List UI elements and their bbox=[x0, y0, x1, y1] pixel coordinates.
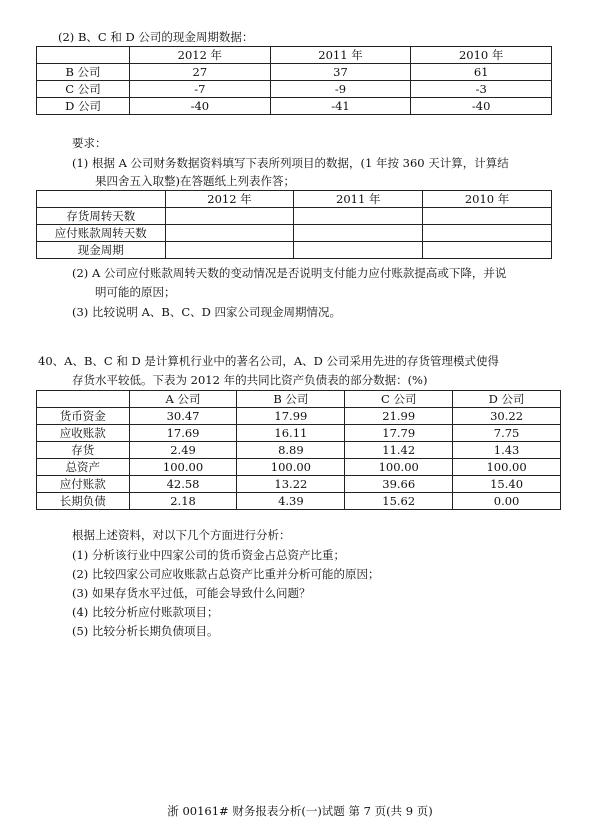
analysis-intro: 根据上述资料，对以下几个方面进行分析： bbox=[72, 528, 291, 542]
header-cell bbox=[37, 191, 166, 208]
table-row bbox=[37, 476, 561, 493]
table-cell: -7 bbox=[130, 81, 271, 98]
table-cell: -40 bbox=[130, 98, 271, 115]
requirement-2-line-2: 明可能的原因； bbox=[95, 285, 176, 299]
table-row bbox=[37, 81, 552, 98]
table-row bbox=[37, 408, 561, 425]
table-cell: 4.39 bbox=[237, 493, 345, 510]
analysis-item-3: (3) 如果存货水平过低，可能会导致什么问题？ bbox=[72, 586, 311, 600]
header-cell: 2010 年 bbox=[423, 191, 552, 208]
table-cell: -9 bbox=[270, 81, 411, 98]
cash-cycle-table bbox=[36, 46, 552, 115]
table-cell: 100.00 bbox=[345, 459, 453, 476]
row-label: 应付账款周转天数 bbox=[37, 225, 166, 242]
table-cell: 16.11 bbox=[237, 425, 345, 442]
section2-title: (2) B、C 和 D 公司的现金周期数据： bbox=[58, 30, 254, 44]
requirement-2-line-1: (2) A 公司应付账款周转天数的变动情况是否说明支付能力应付账款提高或下降，并说 bbox=[72, 266, 507, 280]
answer-cell bbox=[165, 208, 294, 225]
table-cell: 17.79 bbox=[345, 425, 453, 442]
header-cell: 2011 年 bbox=[294, 191, 423, 208]
requirement-3: (3) 比较说明 A、B、C、D 四家公司现金周期情况。 bbox=[72, 305, 342, 319]
table-cell: 11.42 bbox=[345, 442, 453, 459]
table-row bbox=[37, 208, 552, 225]
table-row bbox=[37, 64, 552, 81]
table-cell: -41 bbox=[270, 98, 411, 115]
table-row bbox=[37, 459, 561, 476]
table-cell: 42.58 bbox=[129, 476, 237, 493]
table-row bbox=[37, 391, 561, 408]
table-row bbox=[37, 242, 552, 259]
row-label: 应付账款 bbox=[37, 476, 130, 493]
question-40-line-2: 存货水平较低。下表为 2012 年的共同比资产负债表的部分数据：(%) bbox=[72, 373, 428, 387]
analysis-item-5: (5) 比较分析长期负债项目。 bbox=[72, 624, 219, 638]
analysis-item-4: (4) 比较分析应付账款项目； bbox=[72, 605, 219, 619]
row-label: 总资产 bbox=[37, 459, 130, 476]
table-cell: 15.62 bbox=[345, 493, 453, 510]
table-cell: 2.18 bbox=[129, 493, 237, 510]
balance-sheet-table bbox=[36, 390, 561, 510]
answer-cell bbox=[423, 242, 552, 259]
header-cell: 2010 年 bbox=[411, 47, 552, 64]
table-row bbox=[37, 225, 552, 242]
table-row bbox=[37, 47, 552, 64]
analysis-item-1: (1) 分析该行业中四家公司的货币资金占总资产比重； bbox=[72, 548, 345, 562]
answer-cell bbox=[423, 208, 552, 225]
table-cell: 37 bbox=[270, 64, 411, 81]
table-cell: 2.49 bbox=[129, 442, 237, 459]
answer-cell bbox=[165, 225, 294, 242]
table-cell: 17.69 bbox=[129, 425, 237, 442]
header-cell bbox=[37, 391, 130, 408]
row-label: D 公司 bbox=[37, 98, 130, 115]
table-row bbox=[37, 98, 552, 115]
table-cell: 7.75 bbox=[453, 425, 561, 442]
table-row bbox=[37, 442, 561, 459]
table-cell: 39.66 bbox=[345, 476, 453, 493]
table-cell: 30.47 bbox=[129, 408, 237, 425]
header-cell: 2011 年 bbox=[270, 47, 411, 64]
table-cell: 100.00 bbox=[129, 459, 237, 476]
header-cell: 2012 年 bbox=[130, 47, 271, 64]
table-cell: 15.40 bbox=[453, 476, 561, 493]
row-label: 长期负债 bbox=[37, 493, 130, 510]
answer-cell bbox=[294, 225, 423, 242]
row-label: B 公司 bbox=[37, 64, 130, 81]
header-cell: A 公司 bbox=[129, 391, 237, 408]
table-row bbox=[37, 425, 561, 442]
analysis-item-2: (2) 比较四家公司应收账款占总资产比重并分析可能的原因； bbox=[72, 567, 380, 581]
table-row bbox=[37, 493, 561, 510]
table-row bbox=[37, 191, 552, 208]
row-label: 货币资金 bbox=[37, 408, 130, 425]
table-cell: -40 bbox=[411, 98, 552, 115]
table-cell: 100.00 bbox=[453, 459, 561, 476]
requirement-1-line-2: 果四舍五入取整)在答题纸上列表作答； bbox=[95, 174, 295, 188]
requirements-title: 要求： bbox=[72, 136, 107, 150]
table-cell: 100.00 bbox=[237, 459, 345, 476]
answer-cell bbox=[165, 242, 294, 259]
table-cell: 30.22 bbox=[453, 408, 561, 425]
header-cell bbox=[37, 47, 130, 64]
answer-cell bbox=[294, 208, 423, 225]
header-cell: B 公司 bbox=[237, 391, 345, 408]
requirement-1-line-1: (1) 根据 A 公司财务数据资料填写下表所列项目的数据，(1 年按 360 天计算，计算结 bbox=[72, 156, 509, 170]
answer-table bbox=[36, 190, 552, 259]
header-cell: C 公司 bbox=[345, 391, 453, 408]
table-cell: 8.89 bbox=[237, 442, 345, 459]
table-cell: 17.99 bbox=[237, 408, 345, 425]
row-label: 存货周转天数 bbox=[37, 208, 166, 225]
table-cell: 13.22 bbox=[237, 476, 345, 493]
row-label: 应收账款 bbox=[37, 425, 130, 442]
table-cell: 0.00 bbox=[453, 493, 561, 510]
page-footer: 浙 00161# 财务报表分析(一)试题 第 7 页(共 9 页) bbox=[167, 804, 433, 818]
table-cell: 27 bbox=[130, 64, 271, 81]
answer-cell bbox=[294, 242, 423, 259]
row-label: 现金周期 bbox=[37, 242, 166, 259]
row-label: C 公司 bbox=[37, 81, 130, 98]
header-cell: D 公司 bbox=[453, 391, 561, 408]
table-cell: 1.43 bbox=[453, 442, 561, 459]
table-cell: -3 bbox=[411, 81, 552, 98]
answer-cell bbox=[423, 225, 552, 242]
table-cell: 61 bbox=[411, 64, 552, 81]
question-40-line-1: 40、A、B、C 和 D 是计算机行业中的著名公司，A、D 公司采用先进的存货管理模式使得 bbox=[38, 354, 500, 368]
table-cell: 21.99 bbox=[345, 408, 453, 425]
row-label: 存货 bbox=[37, 442, 130, 459]
header-cell: 2012 年 bbox=[165, 191, 294, 208]
